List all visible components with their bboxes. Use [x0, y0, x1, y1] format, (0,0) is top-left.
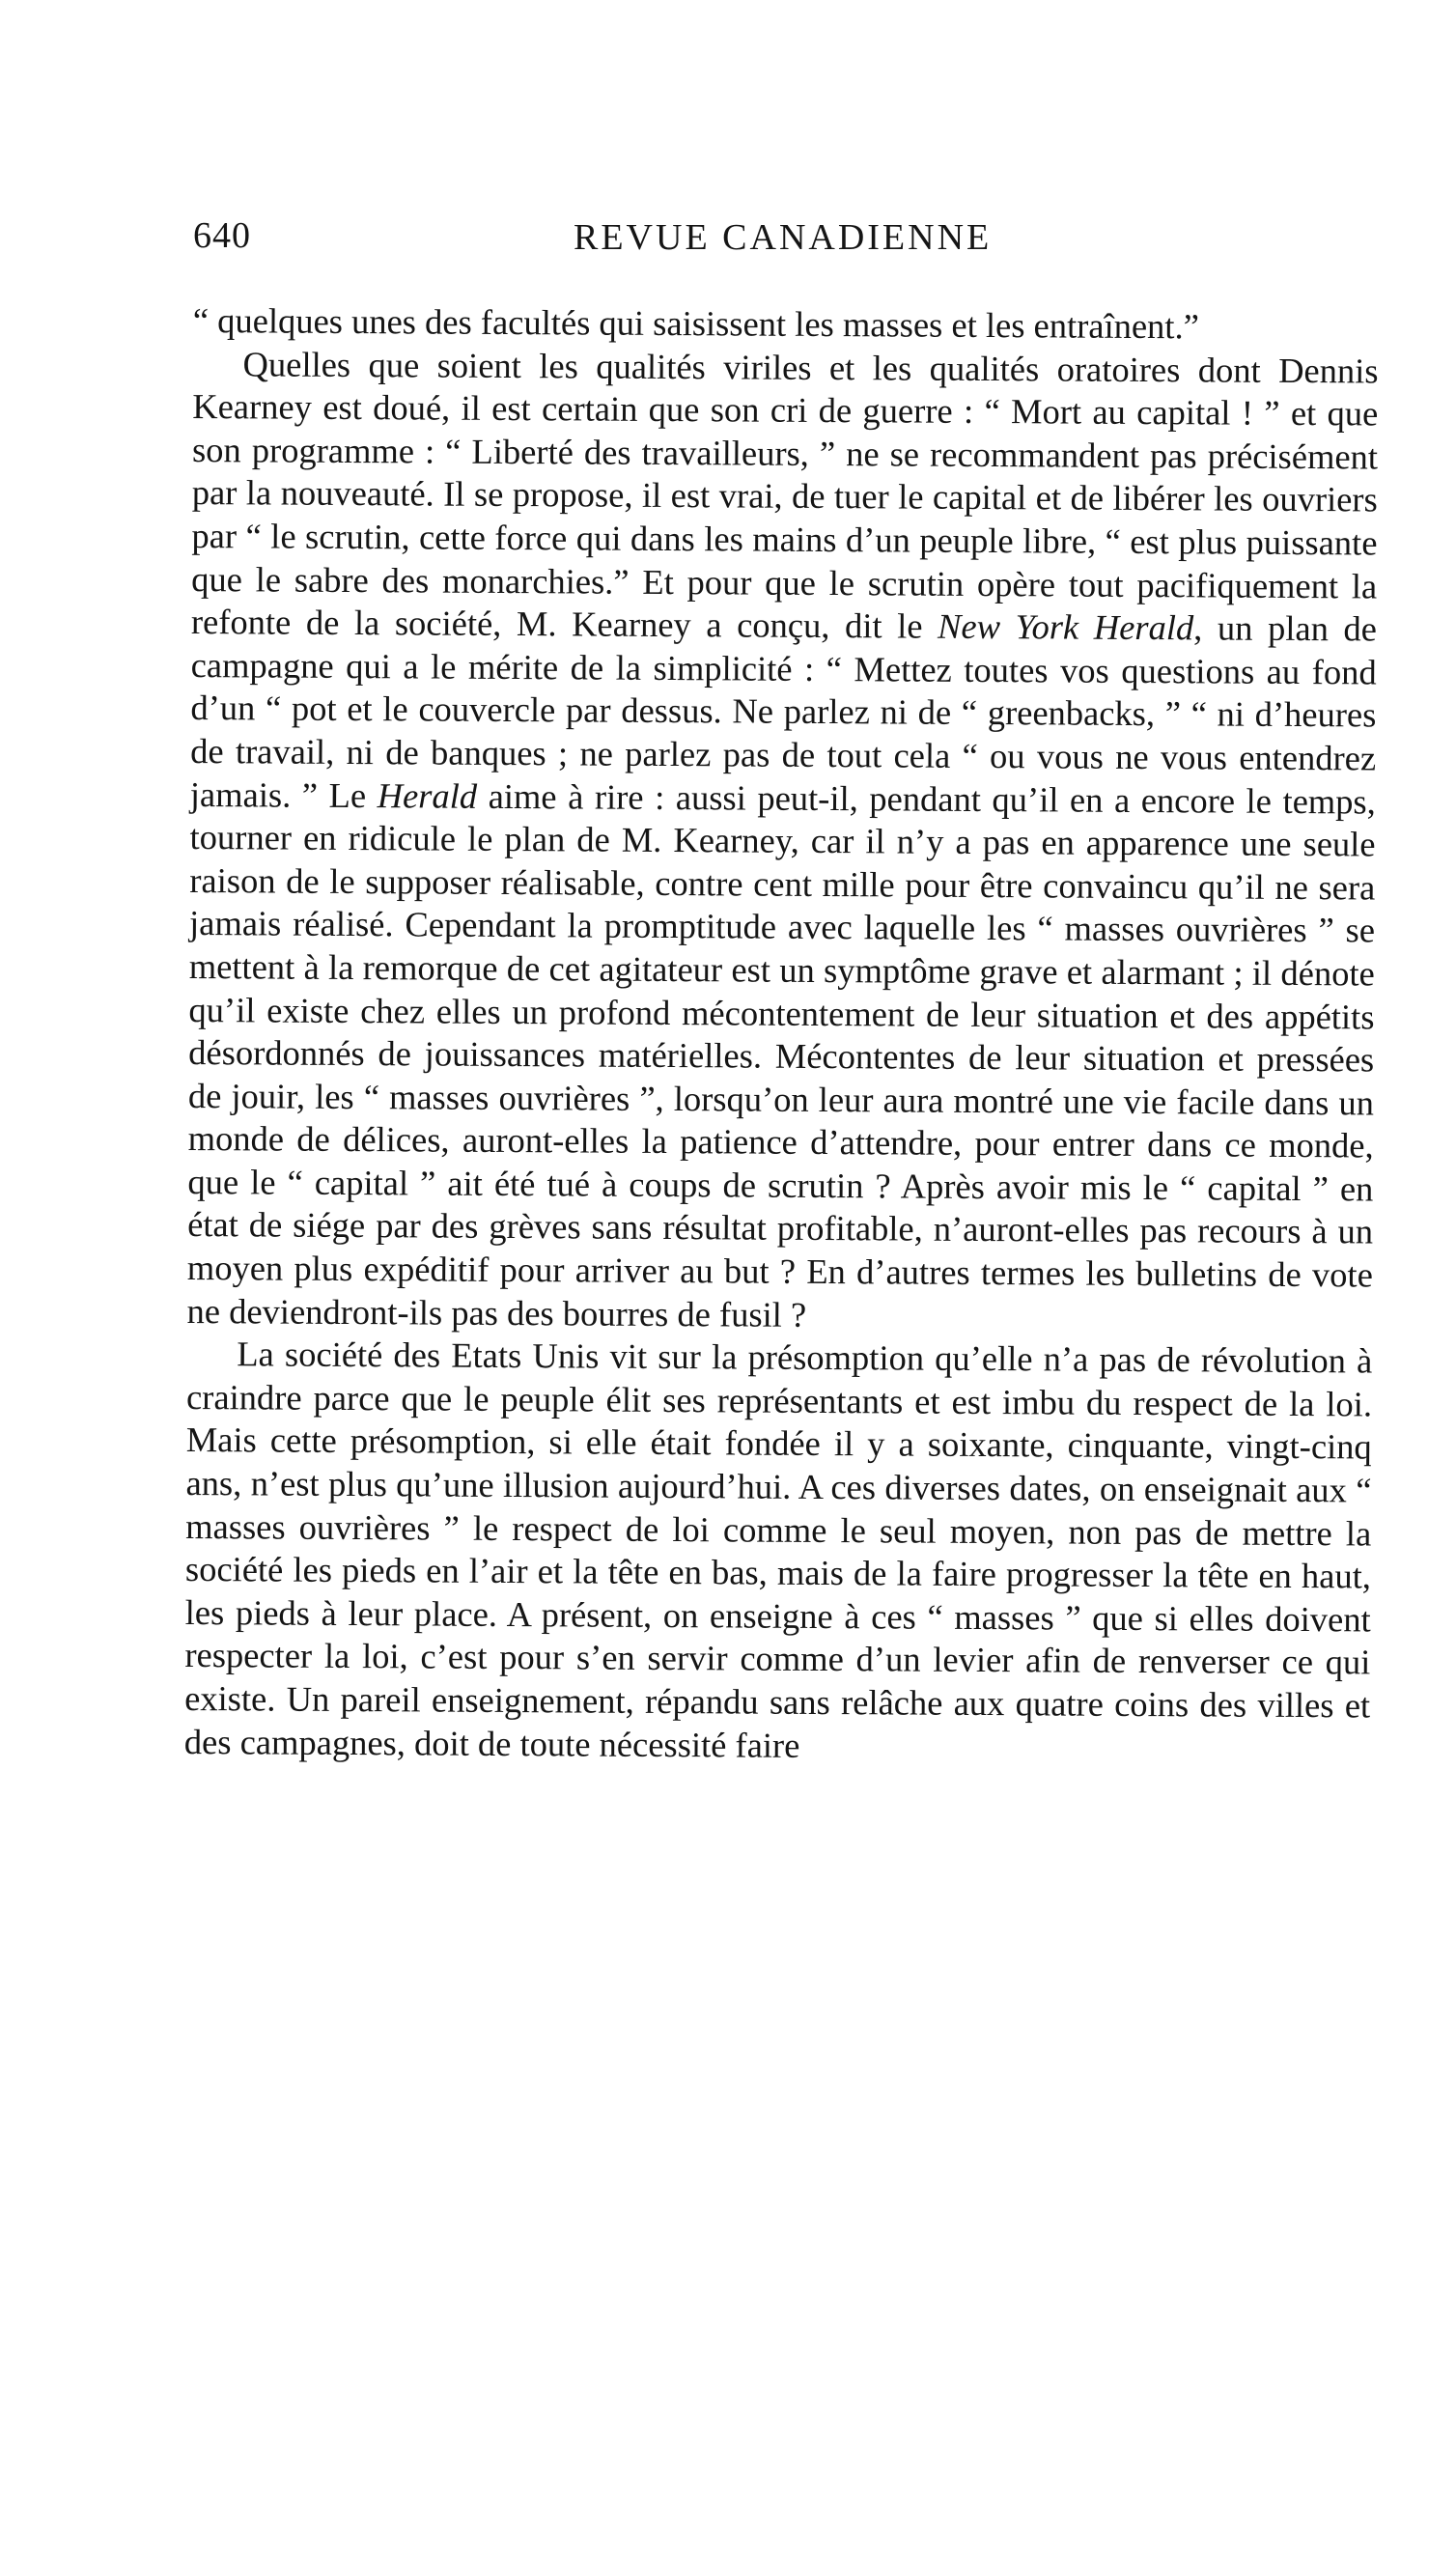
page-header	[193, 214, 1303, 272]
text-run: “ quelques unes des facultés qui saisissent les masses et les entraînent.”	[192, 299, 1199, 347]
italic-title: New York Herald	[937, 605, 1194, 648]
text-run: La société des Etats Unis vit sur la présomption qu’elle n’a pas de révolution à craindre parce que le peuple élit ses représentants et est imbu du respect de la loi. Mais cette présomption, si elle était fondée il y a soixante, cinquante, vingt-cinq ans, n’est plus qu’une illusion aujourd’hui. A ces diverses dates, on enseignait aux “ masses ouvrières ” le respect de loi comme le seul moyen, non pas de mettre la société les pieds en l’air et la tête en bas, mais de la faire progresser la tête en haut, les pieds à leur place. A présent, on enseigne à ces “ masses ” que si elles doivent respecter la loi, c’est pour s’en servir comme d’un levier afin de renverser ce qui existe. Un pareil enseignement, répandu sans relâche aux quatre coins des villes et des campagnes, doit de toute nécessité faire	[183, 1334, 1373, 1765]
paragraph-p1	[193, 299, 1379, 350]
paragraph-p3	[184, 1333, 1373, 1770]
italic-title: Herald	[377, 774, 478, 816]
body-text	[184, 299, 1379, 1771]
text-run: aime à rire : aussi peut-il, pendant qu’il en a encore le temps, tourner en ridicule le plan de M. Kearney, car il n’y a pas en apparence une seule raison de le supposer réalisable, contre cent mille pour être convaincu qu’il ne sera jamais réalisé. Cependant la promptitude avec laquelle les “ masses ouvrières ” se mettent à la remorque de cet agitateur est un symptôme grave et alarmant ; il dénote qu’il existe chez elles un profond mécontentement de leur situation et des appétits désordonnés de jouissances matérielles. Mécontentes de leur situation et pressées de jouir, les “ masses ouvrières ”, lorsqu’on leur aura montré une vie facile dans un monde de délices, auront-elles la patience d’attendre, pour entrer dans ce monde, que le “ capital ” ait été tué à coups de scrutin ? Après avoir mis le “ capital ” en état de siége par des grèves sans résultat profitable, n’auront-elles pas recours à un moyen plus expéditif pour arriver au but ? En d’autres termes les bulletins de vote ne deviendront-ils pas des bourres de fusil ?	[186, 775, 1376, 1335]
text-run: , un plan de campagne qui a le mérite de la simplicité : “ Mettez toutes vos questions au fond d’un “ pot et le couvercle par dessus. Ne parlez ni de “ greenbacks, ” “ ni d’heures de travail, ni de banques ; ne parlez pas de tout cela “ ou vous ne vous entendrez jamais. ” Le	[189, 607, 1378, 815]
page-number: 640	[193, 215, 251, 256]
running-title: REVUE CANADIENNE	[574, 217, 993, 258]
text-run: Quelles que soient les qualités viriles et les qualités oratoires dont Dennis Kearney est doué, il est certain que son cri de guerre : “ Mort au capital ! ” et que son programme : “ Liberté des travailleurs, ” ne se recommandent pas précisément par la nouveauté. Il se propose, il est vrai, de tuer le capital et de libérer les ouvriers par “ le scrutin, cette force qui dans les mains d’un peuple libre, “ est plus puissante que le sabre des monarchies.” Et pour que le scrutin opère tout pacifiquement la refonte de la société, M. Kearney a conçu, dit le	[190, 343, 1379, 646]
paragraph-p2	[186, 343, 1378, 1340]
